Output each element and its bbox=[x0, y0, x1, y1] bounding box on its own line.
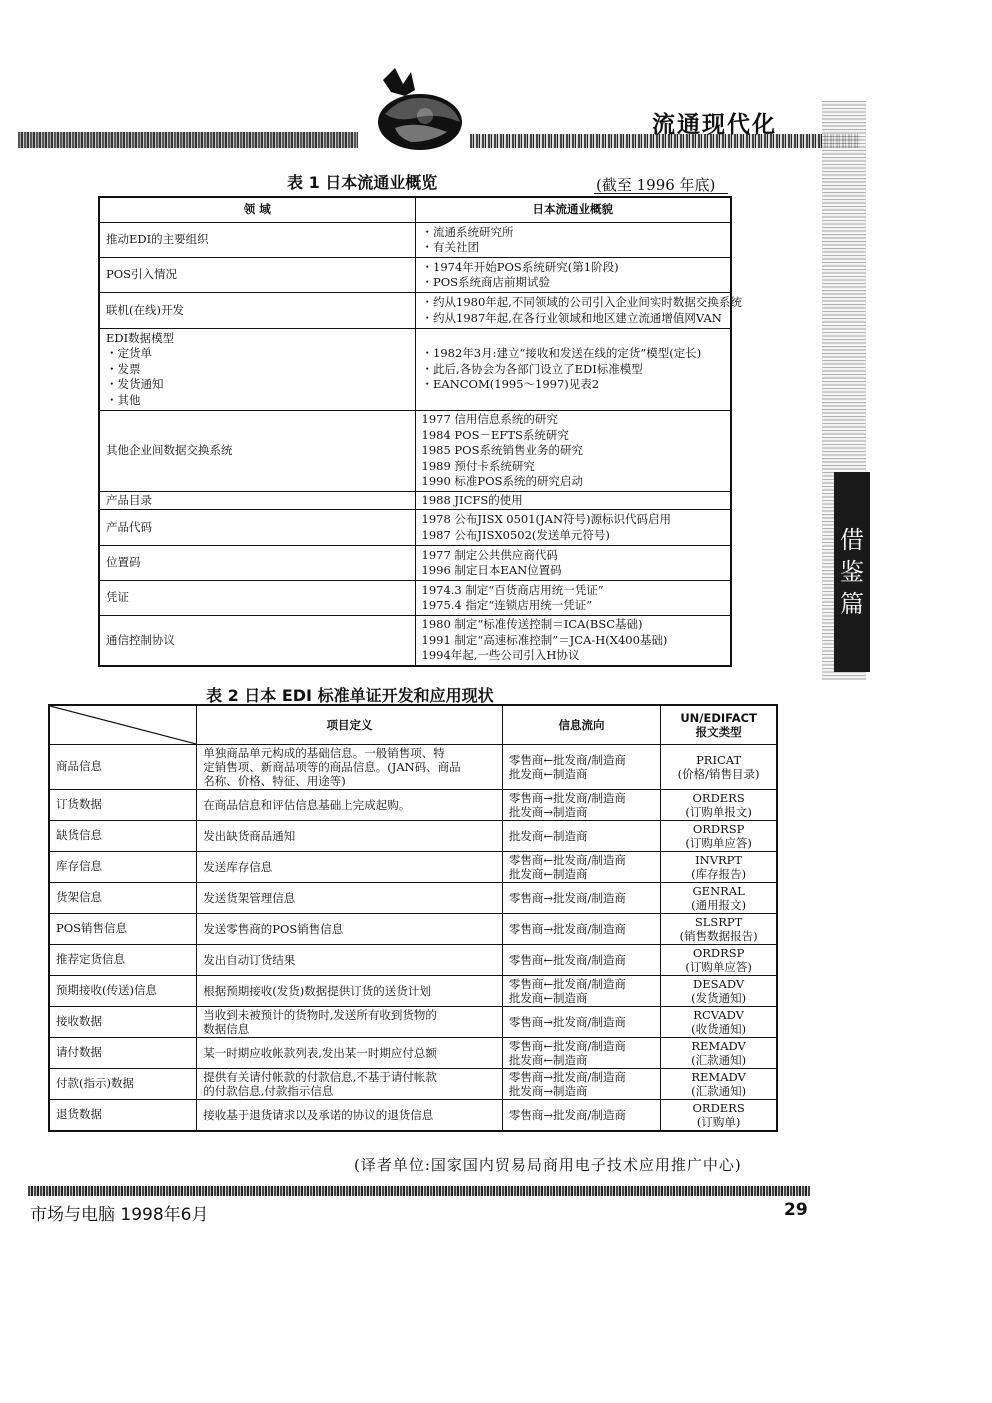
table2-type-line: INVRPT bbox=[695, 853, 743, 867]
table1-overview-line: 1988 JICFS的使用 bbox=[421, 492, 523, 507]
table1-field-cell bbox=[99, 329, 415, 411]
table2-flow-line: 批发商←制造商 bbox=[508, 1053, 588, 1067]
table-row bbox=[49, 976, 777, 1007]
table1-field-line: ・发货通知 bbox=[106, 377, 164, 392]
table1-overview-line: ・约从1987年起,在各行业领域和地区建立流通增值网VAN bbox=[421, 310, 722, 325]
table2-type-cell bbox=[661, 790, 777, 821]
table1-overview-cell bbox=[415, 546, 731, 581]
table2-flow-cell bbox=[502, 945, 660, 976]
table2-name-cell: 接收数据 bbox=[49, 1007, 197, 1038]
table-row bbox=[49, 852, 777, 883]
table1-field-cell bbox=[99, 616, 415, 666]
table2-def-cell bbox=[197, 1038, 503, 1069]
table2 bbox=[48, 704, 778, 1132]
table2-flow-line: 零售商←批发商/制造商 bbox=[508, 753, 626, 767]
table2-def-cell bbox=[197, 1100, 503, 1132]
table2-def-line: 的付款信息,付款指示信息 bbox=[203, 1084, 334, 1098]
table2-def-cell bbox=[197, 821, 503, 852]
table2-def-line: 接收基于退货请求以及承诺的协议的退货信息 bbox=[203, 1108, 434, 1122]
table1-overview-cell bbox=[415, 258, 731, 293]
table2-type-line: (汇款通知) bbox=[691, 1084, 747, 1098]
table2-type-line: SLSRPT bbox=[694, 915, 743, 929]
table1-overview-cell bbox=[415, 223, 731, 258]
table1-field-cell bbox=[99, 293, 415, 329]
table2-flow-cell bbox=[502, 821, 660, 852]
table2-def-line: 根据预期接收(发货)数据提供订货的送货计划 bbox=[203, 984, 431, 998]
table2-type-cell bbox=[661, 852, 777, 883]
page-number: 29 bbox=[784, 1200, 808, 1220]
table1-overview-line: 1991 制定“高速标准控制”＝JCA-H(X400基础) bbox=[421, 632, 668, 647]
table2-name-cell: 缺货信息 bbox=[49, 821, 197, 852]
table1-field-cell bbox=[99, 581, 415, 616]
table2-type-line: ORDERS bbox=[692, 1101, 745, 1115]
table-row bbox=[49, 945, 777, 976]
table1-overview-cell bbox=[415, 491, 731, 510]
table2-def-line: 发送零售商的POS销售信息 bbox=[203, 922, 344, 936]
table-row bbox=[99, 258, 731, 293]
footer-texture-band bbox=[28, 1186, 810, 1196]
side-tab-char: 篇 bbox=[840, 590, 864, 618]
table2-flow-cell bbox=[502, 883, 660, 914]
table2-flow-cell bbox=[502, 1100, 660, 1132]
table2-type-line: (发货通知) bbox=[691, 991, 747, 1005]
table2-header-flow: 信息流向 bbox=[502, 705, 660, 745]
table2-flow-line: 零售商→批发商/制造商 bbox=[508, 791, 626, 805]
table-row bbox=[49, 1007, 777, 1038]
table2-type-cell bbox=[661, 745, 777, 790]
table2-flow-line: 零售商→批发商/制造商 bbox=[508, 1015, 626, 1029]
table2-type-cell bbox=[661, 976, 777, 1007]
header-texture-band-left bbox=[18, 132, 358, 148]
table2-type-cell bbox=[661, 1038, 777, 1069]
table1-overview-line: 1994年起,一些公司引入H协议 bbox=[421, 648, 580, 662]
table2-type-line: (通用报文) bbox=[691, 898, 747, 912]
table2-type-line: GENRAL bbox=[692, 884, 745, 898]
table-row bbox=[99, 546, 731, 581]
table2-def-line: 当收到未被预计的货物时,发送所有收到货物的 bbox=[203, 1008, 437, 1022]
table2-type-line: DESADV bbox=[693, 977, 745, 991]
table2-def-line: 发送货架管理信息 bbox=[203, 891, 296, 905]
table-row bbox=[99, 329, 731, 411]
translator-credit: (译者单位:国家国内贸易局商用电子技术应用推广中心) bbox=[354, 1156, 742, 1174]
table2-type-line: REMADV bbox=[691, 1070, 746, 1084]
table2-def-cell bbox=[197, 945, 503, 976]
table1-field-line: 其他企业间数据交换系统 bbox=[106, 443, 233, 457]
table-row bbox=[99, 223, 731, 258]
side-tab-char: 鉴 bbox=[840, 558, 864, 586]
table2-type-line: (订购单) bbox=[696, 1115, 741, 1129]
table2-def-line: 发出自动订货结果 bbox=[203, 953, 296, 967]
table1-field-line: 推动EDI的主要组织 bbox=[106, 232, 209, 247]
table2-type-line: PRICAT bbox=[696, 753, 742, 767]
table-row bbox=[99, 491, 731, 510]
table1 bbox=[98, 196, 742, 667]
table-row bbox=[49, 1038, 777, 1069]
table-row bbox=[99, 616, 731, 666]
table1-field-cell bbox=[99, 510, 415, 546]
table2-def-line: 名称、价格、特征、用途等) bbox=[203, 774, 346, 788]
table2-type-cell bbox=[661, 945, 777, 976]
table1-field-cell bbox=[99, 491, 415, 510]
table2-type-line: RCVADV bbox=[693, 1008, 744, 1022]
table1-overview-cell bbox=[415, 293, 742, 329]
table2-header-type-line: UN/EDIFACT bbox=[680, 711, 757, 725]
table1-overview-cell bbox=[415, 329, 731, 411]
diagonal-line-icon bbox=[50, 706, 196, 744]
table2-name-cell: 库存信息 bbox=[49, 852, 197, 883]
table2-header-row bbox=[49, 705, 777, 745]
table2-type-cell bbox=[661, 1069, 777, 1100]
table2-flow-cell bbox=[502, 914, 660, 945]
table2-type-line: ORDRSP bbox=[692, 946, 745, 960]
table2-flow-line: 零售商←批发商/制造商 bbox=[508, 853, 626, 867]
table2-def-cell bbox=[197, 883, 503, 914]
table2-header-corner bbox=[49, 705, 197, 745]
table2-def-cell bbox=[197, 790, 503, 821]
table1-overview-line: ・EANCOM(1995～1997)见表2 bbox=[421, 377, 600, 392]
table1-field-line: ・发票 bbox=[106, 361, 141, 376]
table2-header-type bbox=[661, 705, 777, 745]
table2-flow-line: 批发商←制造商 bbox=[508, 867, 588, 881]
table2-name-cell: 商品信息 bbox=[49, 745, 197, 790]
table1-overview-line: 1978 公布JISX 0501(JAN符号)源标识代码启用 bbox=[421, 512, 672, 526]
table-row bbox=[49, 821, 777, 852]
table2-name-cell: POS销售信息 bbox=[49, 914, 197, 945]
table1-field-line: ・定货单 bbox=[106, 346, 152, 361]
table2-flow-cell bbox=[502, 745, 660, 790]
table1-overview-cell bbox=[415, 581, 731, 616]
table2-type-line: ORDRSP bbox=[692, 822, 745, 836]
table2-def-cell bbox=[197, 1007, 503, 1038]
table1-overview-line: ・POS系统商店前期试验 bbox=[421, 275, 551, 289]
table-row bbox=[49, 914, 777, 945]
table2-name-cell: 推荐定货信息 bbox=[49, 945, 197, 976]
table2-flow-cell bbox=[502, 1069, 660, 1100]
table-row bbox=[99, 293, 731, 329]
table2-name-cell: 预期接收(传送)信息 bbox=[49, 976, 197, 1007]
table1-header-row bbox=[99, 197, 731, 223]
table2-type-cell bbox=[661, 1100, 777, 1132]
table2-flow-cell bbox=[502, 1007, 660, 1038]
table2-def-cell bbox=[197, 745, 503, 790]
table2-flow-line: 零售商→批发商/制造商 bbox=[508, 1070, 626, 1084]
table2-def-line: 发送库存信息 bbox=[203, 860, 273, 874]
table2-flow-cell bbox=[502, 790, 660, 821]
table2-name-cell: 退货数据 bbox=[49, 1100, 197, 1132]
table1-field-line: ・其他 bbox=[106, 392, 141, 407]
table2-caption: 表 2 日本 EDI 标准单证开发和应用现状 bbox=[206, 686, 494, 705]
table2-def-line: 在商品信息和评估信息基础上完成起购。 bbox=[203, 798, 411, 812]
table1-field-cell bbox=[99, 546, 415, 581]
table-row bbox=[49, 745, 777, 790]
table1-note: (截至 1996 年底) bbox=[596, 176, 716, 194]
table1-overview-line: ・1982年3月:建立“接收和发送在线的定货”模型(定长) bbox=[421, 346, 702, 361]
table2-type-cell bbox=[661, 883, 777, 914]
table1-field-line: 产品目录 bbox=[106, 492, 152, 507]
table2-body bbox=[49, 745, 777, 1132]
table1-overview-line: ・有关社团 bbox=[421, 240, 479, 254]
table2-name-cell: 付款(指示)数据 bbox=[49, 1069, 197, 1100]
table2-type-line: REMADV bbox=[691, 1039, 746, 1053]
table-row bbox=[49, 1069, 777, 1100]
table2-def-line: 某一时期应收帐款列表,发出某一时期应付总额 bbox=[203, 1046, 437, 1060]
table2-flow-cell bbox=[502, 852, 660, 883]
table2-flow-line: 批发商←制造商 bbox=[508, 991, 588, 1005]
table-row bbox=[99, 411, 731, 492]
table1-field-line: 凭证 bbox=[106, 590, 129, 605]
table2-flow-line: 零售商←批发商/制造商 bbox=[508, 1039, 626, 1053]
table1-field-line: 产品代码 bbox=[106, 519, 152, 534]
header-logo-icon bbox=[365, 62, 475, 157]
table-row bbox=[49, 790, 777, 821]
table1-overview-line: 1977 制定公共供应商代码 bbox=[421, 547, 558, 562]
table1-field-line: 位置码 bbox=[106, 555, 141, 570]
table1-overview-line: 1984 POS－EFTS系统研究 bbox=[421, 427, 569, 442]
table1-field-cell bbox=[99, 258, 415, 293]
table1-overview-line: 1989 预付卡系统研究 bbox=[421, 458, 535, 473]
table2-type-line: (库存报告) bbox=[691, 867, 747, 881]
table-row bbox=[49, 883, 777, 914]
table2-flow-line: 零售商←批发商/制造商 bbox=[508, 977, 626, 991]
table2-def-line: 发出缺货商品通知 bbox=[203, 829, 296, 843]
table1-header-overview: 日本流通业概貌 bbox=[415, 197, 731, 223]
table2-type-line: (订购单报文) bbox=[685, 805, 752, 819]
table2-type-cell bbox=[661, 914, 777, 945]
table1-overview-line: 1980 制定“标准传送控制＝ICA(BSC基础) bbox=[421, 617, 643, 631]
table2-type-cell bbox=[661, 821, 777, 852]
table1-note-underline bbox=[594, 193, 728, 194]
table1-overview-line: 1990 标准POS系统的研究启动 bbox=[421, 474, 583, 488]
footer-journal: 市场与电脑 1998年6月 bbox=[30, 1205, 209, 1225]
table1-overview-line: ・1974年开始POS系统研究(第1阶段) bbox=[421, 259, 619, 274]
table1-field-cell bbox=[99, 223, 415, 258]
table2-def-line: 单独商品单元构成的基础信息。一般销售项、特 bbox=[203, 746, 445, 760]
table2-header-def: 项目定义 bbox=[197, 705, 503, 745]
table-row bbox=[99, 581, 731, 616]
table2-type-line: (销售数据报告) bbox=[679, 929, 758, 943]
table2-flow-line: 批发商→制造商 bbox=[508, 805, 588, 819]
table2-flow-line: 零售商←批发商/制造商 bbox=[508, 953, 626, 967]
table2-def-cell bbox=[197, 1069, 503, 1100]
table2-type-line: (价格/销售目录) bbox=[677, 767, 760, 781]
table1-overview-line: ・约从1980年起,不同领域的公司引入企业间实时数据交换系统 bbox=[421, 295, 742, 309]
table2-name-cell: 请付数据 bbox=[49, 1038, 197, 1069]
table1-field-line: 联机(在线)开发 bbox=[106, 302, 184, 317]
table2-type-line: (订购单应答) bbox=[685, 960, 752, 974]
table2-flow-line: 批发商←制造商 bbox=[508, 767, 588, 781]
table1-overview-cell bbox=[415, 616, 731, 666]
table2-flow-cell bbox=[502, 976, 660, 1007]
table1-overview-line: 1987 公布JISX0502(发送单元符号) bbox=[421, 527, 610, 542]
table1-overview-line: ・此后,各协会为各部门设立了EDI标准模型 bbox=[421, 361, 643, 376]
table1-overview-line: 1975.4 指定“连锁店用统一凭证” bbox=[421, 598, 593, 612]
table2-def-line: 数据信息 bbox=[203, 1022, 250, 1036]
table2-def-cell bbox=[197, 914, 503, 945]
table2-header-type-line: 报文类型 bbox=[695, 725, 742, 739]
table2-type-line: (订购单应答) bbox=[685, 836, 752, 850]
table2-name-cell: 货架信息 bbox=[49, 883, 197, 914]
table1-caption: 表 1 日本流通业概览 bbox=[287, 173, 438, 192]
table1-body bbox=[99, 223, 742, 666]
table1-overview-cell bbox=[415, 411, 731, 492]
table-row bbox=[99, 510, 731, 546]
table2-flow-cell bbox=[502, 1038, 660, 1069]
table1-overview-line: 1974.3 制定“百货商店用统一凭证” bbox=[421, 582, 604, 597]
table2-type-line: (收货通知) bbox=[691, 1022, 747, 1036]
table2-flow-line: 零售商→批发商/制造商 bbox=[508, 922, 626, 936]
table-row bbox=[49, 1100, 777, 1132]
table1-overview-line: 1985 POS系统销售业务的研究 bbox=[421, 443, 583, 457]
table2-type-line: (汇款通知) bbox=[691, 1053, 747, 1067]
table2-type-line: ORDERS bbox=[692, 791, 745, 805]
table2-flow-line: 零售商→批发商/制造商 bbox=[508, 1108, 626, 1122]
table1-field-line: EDI数据模型 bbox=[106, 330, 175, 345]
table2-flow-line: 批发商→制造商 bbox=[508, 1084, 588, 1098]
table1-overview-line: 1996 制定日本EAN位置码 bbox=[421, 563, 562, 577]
table1-overview-line: ・流通系统研究所 bbox=[421, 224, 514, 239]
table1-overview-cell bbox=[415, 510, 731, 546]
table2-def-line: 提供有关请付帐款的付款信息,不基于请付帐款 bbox=[203, 1070, 437, 1084]
table2-def-line: 定销售项、新商品项等的商品信息。(JAN码、商品 bbox=[203, 760, 461, 774]
table1-field-line: POS引入情况 bbox=[106, 267, 178, 282]
table2-def-cell bbox=[197, 976, 503, 1007]
section-title: 流通现代化 bbox=[652, 112, 777, 138]
table2-flow-line: 零售商→批发商/制造商 bbox=[508, 891, 626, 905]
table2-def-cell bbox=[197, 852, 503, 883]
side-tab-char: 借 bbox=[840, 526, 864, 554]
table2-flow-line: 批发商←制造商 bbox=[508, 829, 588, 843]
side-tab bbox=[834, 472, 870, 672]
table1-field-cell bbox=[99, 411, 415, 492]
table2-name-cell: 订货数据 bbox=[49, 790, 197, 821]
table1-overview-line: 1977 信用信息系统的研究 bbox=[421, 412, 558, 426]
table1-header-field: 领 域 bbox=[99, 197, 415, 223]
table2-type-cell bbox=[661, 1007, 777, 1038]
table1-field-line: 通信控制协议 bbox=[106, 632, 175, 647]
